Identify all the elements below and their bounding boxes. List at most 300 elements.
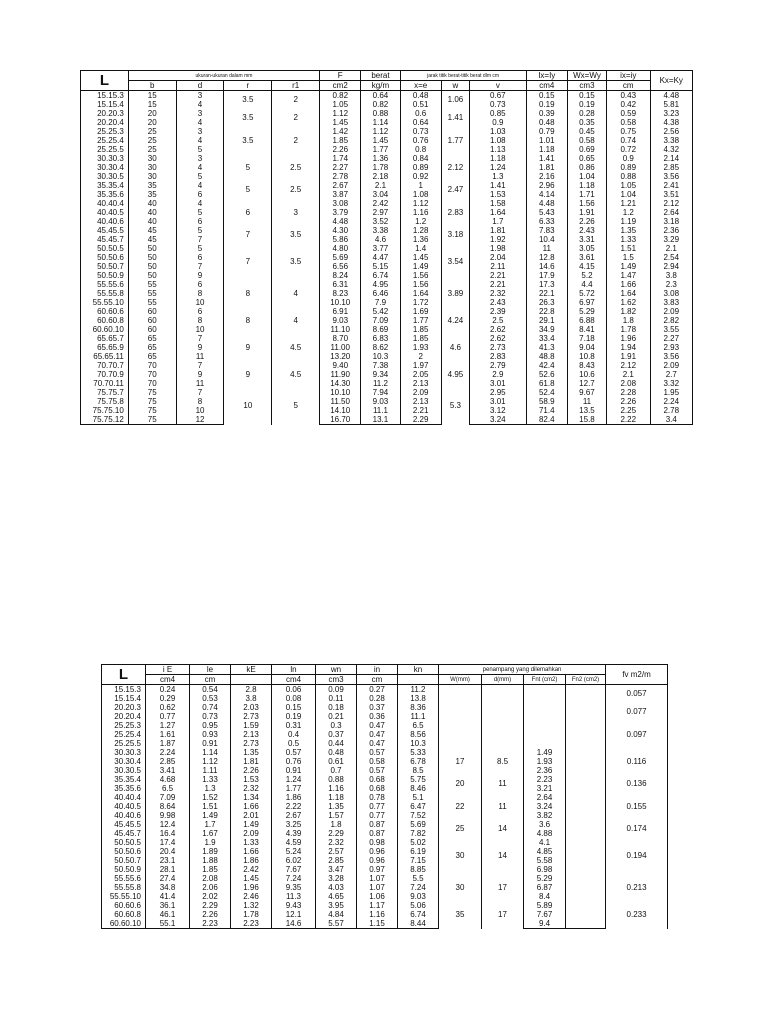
x-cell: 1.2 <box>400 217 441 226</box>
ln-cell: 9.35 <box>272 883 316 892</box>
le-cell: 2.06 <box>190 883 231 892</box>
b-cell: 50 <box>128 271 176 280</box>
table-row <box>81 334 693 343</box>
header-Ix-unit: cm4 <box>526 81 567 91</box>
table-row <box>81 199 693 208</box>
table-row <box>102 865 668 874</box>
x-cell: 1.77 <box>400 316 441 325</box>
x-cell: 2.09 <box>400 388 441 397</box>
fv-cell: 0.213 <box>606 874 668 901</box>
table-row <box>81 109 693 118</box>
le-cell: 2.29 <box>190 901 231 910</box>
ln-cell: 6.02 <box>272 856 316 865</box>
b-cell: 55 <box>128 280 176 289</box>
table-row <box>81 271 693 280</box>
le-cell: 1.52 <box>190 793 231 802</box>
kx-cell: 2.64 <box>650 208 693 217</box>
wn-cell: 4.84 <box>316 910 357 919</box>
wn-cell: 0.3 <box>316 721 357 730</box>
in-cell: 0.68 <box>357 775 398 784</box>
Fnt-cell: 3.21 <box>524 784 566 793</box>
ix-cell: 2.26 <box>607 397 650 406</box>
Ix-cell: 34.9 <box>526 325 567 334</box>
kn-cell: 5.75 <box>398 775 439 784</box>
le-cell: 1.49 <box>190 811 231 820</box>
table-row <box>81 307 693 316</box>
d-cell: 11 <box>176 352 224 361</box>
Ix-cell: 1.81 <box>526 163 567 172</box>
table-row <box>81 145 693 154</box>
ix-cell: 2.12 <box>607 361 650 370</box>
le-cell: 1.33 <box>190 775 231 784</box>
d-cell: 14 <box>482 820 524 838</box>
in-cell: 0.57 <box>357 766 398 775</box>
le-cell: 1.88 <box>190 856 231 865</box>
ix-cell: 0.74 <box>607 136 650 145</box>
v-cell: 2.04 <box>470 253 527 262</box>
Fnt-cell: 3.6 <box>524 820 566 829</box>
iE-cell: 41.4 <box>146 892 190 901</box>
r-cell: 9 <box>224 361 272 388</box>
b-cell: 25 <box>128 127 176 136</box>
header-b: b <box>128 81 176 91</box>
wn-cell: 1.35 <box>316 802 357 811</box>
kE-cell: 2.73 <box>231 739 272 748</box>
Wx-cell: 0.45 <box>567 127 606 136</box>
le-cell: 2.23 <box>190 919 231 929</box>
Wx-cell: 0.86 <box>567 163 606 172</box>
berat-cell: 6.83 <box>361 334 400 343</box>
d-cell: 12 <box>176 415 224 425</box>
ln-cell: 2.67 <box>272 811 316 820</box>
header-d: d(mm) <box>482 675 524 685</box>
Fnt-cell <box>524 712 566 721</box>
Fn2-cell <box>566 703 606 712</box>
iE-cell: 0.77 <box>146 712 190 721</box>
v-cell: 1.18 <box>470 154 527 163</box>
iE-cell: 0.29 <box>146 694 190 703</box>
header-W: W(mm) <box>439 675 482 685</box>
profile-cell: 50.50.5 <box>81 244 129 253</box>
kE-cell: 1.53 <box>231 775 272 784</box>
F-cell: 2.27 <box>320 163 361 172</box>
fv-cell: 0.077 <box>606 703 668 721</box>
v-cell: 1.3 <box>470 172 527 181</box>
Ix-cell: 48.8 <box>526 352 567 361</box>
profile-cell: 25.25.5 <box>102 739 146 748</box>
b-cell: 55 <box>128 289 176 298</box>
Wx-cell: 3.61 <box>567 253 606 262</box>
x-cell: 2.05 <box>400 370 441 379</box>
profile-cell: 35.35.6 <box>81 190 129 199</box>
x-cell: 1.56 <box>400 280 441 289</box>
header-ln-unit: cm4 <box>272 675 316 685</box>
F-cell: 2.78 <box>320 172 361 181</box>
profile-cell: 45.45.7 <box>102 829 146 838</box>
w-cell: 2.47 <box>441 181 469 199</box>
ix-cell: 0.59 <box>607 109 650 118</box>
w-cell: 3.18 <box>441 226 469 244</box>
v-cell: 2.83 <box>470 352 527 361</box>
kE-cell: 2.46 <box>231 892 272 901</box>
v-cell: 1.81 <box>470 226 527 235</box>
table-row <box>81 226 693 235</box>
header-in: in <box>357 665 398 675</box>
d-cell: 10 <box>176 298 224 307</box>
Wx-cell: 10.6 <box>567 370 606 379</box>
iE-cell: 0.62 <box>146 703 190 712</box>
b-cell: 65 <box>128 352 176 361</box>
v-cell: 3.24 <box>470 415 527 425</box>
x-cell: 1.08 <box>400 190 441 199</box>
wn-cell: 1.16 <box>316 784 357 793</box>
w-cell: 5.3 <box>441 388 469 425</box>
Ix-cell: 22.1 <box>526 289 567 298</box>
W-cell: 20 <box>439 775 482 793</box>
d-cell: 4 <box>176 100 224 109</box>
Ix-cell: 41.3 <box>526 343 567 352</box>
Fn2-cell <box>566 712 606 721</box>
Fn2-cell <box>566 739 606 748</box>
le-cell: 0.91 <box>190 739 231 748</box>
F-cell: 2.26 <box>320 145 361 154</box>
b-cell: 50 <box>128 253 176 262</box>
in-cell: 0.57 <box>357 748 398 757</box>
Fnt-cell <box>524 721 566 730</box>
F-cell: 11.00 <box>320 343 361 352</box>
kx-cell: 3.51 <box>650 190 693 199</box>
berat-cell: 0.82 <box>361 100 400 109</box>
x-cell: 1.49 <box>400 262 441 271</box>
Wx-cell: 8.41 <box>567 325 606 334</box>
kE-cell: 1.33 <box>231 838 272 847</box>
r-cell: 3.5 <box>224 91 272 110</box>
Fn2-cell <box>566 865 606 874</box>
kn-cell: 6.78 <box>398 757 439 766</box>
kE-cell: 1.49 <box>231 820 272 829</box>
Fn2-cell <box>566 847 606 856</box>
Fnt-cell <box>524 730 566 739</box>
ix-cell: 1.96 <box>607 334 650 343</box>
Wx-cell: 3.05 <box>567 244 606 253</box>
header-L: L <box>81 71 129 91</box>
table-row <box>102 784 668 793</box>
table-row <box>102 775 668 784</box>
wn-cell: 1.57 <box>316 811 357 820</box>
Fn2-cell <box>566 793 606 802</box>
w-cell: 3.89 <box>441 280 469 307</box>
ln-cell: 0.06 <box>272 685 316 695</box>
F-cell: 1.12 <box>320 109 361 118</box>
Wx-cell: 0.15 <box>567 91 606 101</box>
header-iE-unit: cm4 <box>146 675 190 685</box>
berat-cell: 1.14 <box>361 118 400 127</box>
header-in-unit: cm <box>357 675 398 685</box>
iE-cell: 55.1 <box>146 919 190 929</box>
Wx-cell: 0.58 <box>567 136 606 145</box>
fv-cell: 0.136 <box>606 775 668 793</box>
iE-cell: 46.1 <box>146 910 190 919</box>
Wx-cell: 10.8 <box>567 352 606 361</box>
ix-cell: 1.5 <box>607 253 650 262</box>
ix-cell: 0.89 <box>607 163 650 172</box>
wn-cell: 0.88 <box>316 775 357 784</box>
F-cell: 0.82 <box>320 91 361 101</box>
table-row <box>102 892 668 901</box>
berat-cell: 10.3 <box>361 352 400 361</box>
Ix-cell: 11 <box>526 244 567 253</box>
Fn2-cell <box>566 757 606 766</box>
F-cell: 16.70 <box>320 415 361 425</box>
ix-cell: 1.82 <box>607 307 650 316</box>
Fnt-cell: 5.58 <box>524 856 566 865</box>
profile-cell: 45.45.7 <box>81 235 129 244</box>
iE-cell: 20.4 <box>146 847 190 856</box>
table-row <box>102 847 668 856</box>
fv-cell: 0.233 <box>606 901 668 929</box>
profile-cell: 55.55.6 <box>81 280 129 289</box>
table-row <box>81 172 693 181</box>
kn-cell: 7.82 <box>398 829 439 838</box>
x-cell: 0.51 <box>400 100 441 109</box>
kE-cell: 1.66 <box>231 847 272 856</box>
table-row <box>102 838 668 847</box>
table-row <box>81 208 693 217</box>
profile-cell: 60.60.10 <box>81 325 129 334</box>
x-cell: 1.36 <box>400 235 441 244</box>
r-cell: 6 <box>224 199 272 226</box>
F-cell: 8.24 <box>320 271 361 280</box>
profile-cell: 35.35.4 <box>81 181 129 190</box>
d-cell: 7 <box>176 334 224 343</box>
in-cell: 0.78 <box>357 793 398 802</box>
Ix-cell: 58.9 <box>526 397 567 406</box>
r-cell: 7 <box>224 226 272 244</box>
profile-cell: 65.65.11 <box>81 352 129 361</box>
v-cell: 1.41 <box>470 181 527 190</box>
x-cell: 1.69 <box>400 307 441 316</box>
F-cell: 1.45 <box>320 118 361 127</box>
v-cell: 1.53 <box>470 190 527 199</box>
fv-cell: 0.057 <box>606 685 668 704</box>
berat-cell: 1.12 <box>361 127 400 136</box>
v-cell: 1.58 <box>470 199 527 208</box>
Wx-cell: 1.91 <box>567 208 606 217</box>
profile-cell: 30.30.3 <box>81 154 129 163</box>
b-cell: 40 <box>128 208 176 217</box>
profile-cell: 70.70.11 <box>81 379 129 388</box>
F-cell: 5.86 <box>320 235 361 244</box>
Fnt-cell: 9.4 <box>524 919 566 929</box>
kx-cell: 3.83 <box>650 298 693 307</box>
r-cell: 5 <box>224 154 272 181</box>
d-cell: 4 <box>176 199 224 208</box>
header-le: le <box>190 665 231 675</box>
iE-cell: 2.85 <box>146 757 190 766</box>
profile-cell: 20.20.4 <box>102 712 146 721</box>
header-r1: r1 <box>272 81 320 91</box>
Ix-cell: 0.48 <box>526 118 567 127</box>
v-cell: 1.13 <box>470 145 527 154</box>
table-row <box>81 415 693 425</box>
Wx-cell: 1.18 <box>567 181 606 190</box>
b-cell: 35 <box>128 190 176 199</box>
profile-cell: 35.35.4 <box>102 775 146 784</box>
ln-cell: 0.91 <box>272 766 316 775</box>
profile-cell: 55.55.10 <box>81 298 129 307</box>
Fnt-cell: 5.89 <box>524 901 566 910</box>
F-cell: 8.70 <box>320 334 361 343</box>
ix-cell: 2.28 <box>607 388 650 397</box>
kE-cell: 1.34 <box>231 793 272 802</box>
header-le-unit: cm <box>190 675 231 685</box>
W-cell: 30 <box>439 874 482 901</box>
ix-cell: 1.8 <box>607 316 650 325</box>
ix-cell: 1.35 <box>607 226 650 235</box>
table-row <box>102 730 668 739</box>
d-cell: 11 <box>482 775 524 793</box>
F-cell: 4.80 <box>320 244 361 253</box>
v-cell: 3.12 <box>470 406 527 415</box>
v-cell: 2.21 <box>470 271 527 280</box>
Fnt-cell: 1.49 <box>524 748 566 757</box>
le-cell: 1.51 <box>190 802 231 811</box>
in-cell: 0.68 <box>357 784 398 793</box>
table-row <box>81 154 693 163</box>
ix-cell: 1.05 <box>607 181 650 190</box>
Fn2-cell <box>566 721 606 730</box>
kE-cell: 1.86 <box>231 856 272 865</box>
Wx-cell: 6.97 <box>567 298 606 307</box>
wn-cell: 1.18 <box>316 793 357 802</box>
le-cell: 1.14 <box>190 748 231 757</box>
ln-cell: 9.43 <box>272 901 316 910</box>
kx-cell: 2.94 <box>650 262 693 271</box>
F-cell: 3.87 <box>320 190 361 199</box>
Ix-cell: 33.4 <box>526 334 567 343</box>
b-cell: 25 <box>128 145 176 154</box>
header-fv: fv m2/m <box>606 665 668 685</box>
kx-cell: 2.82 <box>650 316 693 325</box>
x-cell: 2 <box>400 352 441 361</box>
in-cell: 0.37 <box>357 703 398 712</box>
kE-cell: 2.01 <box>231 811 272 820</box>
header-ln: ln <box>272 665 316 675</box>
profile-dimensions-table <box>80 70 693 425</box>
Ix-cell: 26.3 <box>526 298 567 307</box>
d-cell: 4 <box>176 136 224 145</box>
berat-cell: 1.45 <box>361 136 400 145</box>
d-cell: 11 <box>482 793 524 820</box>
kx-cell: 2.78 <box>650 406 693 415</box>
F-cell: 11.50 <box>320 397 361 406</box>
Fnt-cell: 4.88 <box>524 829 566 838</box>
header-Fn2: Fn2 (cm2) <box>566 675 606 685</box>
in-cell: 0.97 <box>357 865 398 874</box>
profile-cell: 35.35.6 <box>102 784 146 793</box>
r1-cell: 2.5 <box>272 154 320 181</box>
berat-cell: 3.04 <box>361 190 400 199</box>
profile-cell: 30.30.5 <box>81 172 129 181</box>
ln-cell: 1.86 <box>272 793 316 802</box>
header-x: x=e <box>400 81 441 91</box>
d-cell: 5 <box>176 244 224 253</box>
r1-cell: 4 <box>272 307 320 334</box>
profile-cell: 30.30.4 <box>102 757 146 766</box>
F-cell: 1.85 <box>320 136 361 145</box>
ln-cell: 11.3 <box>272 892 316 901</box>
ix-cell: 0.72 <box>607 145 650 154</box>
profile-cell: 70.70.7 <box>81 361 129 370</box>
profile-cell: 15.15.3 <box>81 91 129 101</box>
profile-cell: 45.45.5 <box>102 820 146 829</box>
ln-cell: 0.76 <box>272 757 316 766</box>
x-cell: 1.85 <box>400 325 441 334</box>
r-cell: 3.5 <box>224 109 272 127</box>
berat-cell: 8.69 <box>361 325 400 334</box>
iE-cell: 28.1 <box>146 865 190 874</box>
Ix-cell: 1.41 <box>526 154 567 163</box>
in-cell: 0.87 <box>357 820 398 829</box>
Fnt-cell <box>524 703 566 712</box>
r-cell: 9 <box>224 334 272 361</box>
d-cell: 4 <box>176 163 224 172</box>
b-cell: 15 <box>128 91 176 101</box>
v-cell: 2.5 <box>470 316 527 325</box>
wn-cell: 0.44 <box>316 739 357 748</box>
b-cell: 55 <box>128 298 176 307</box>
b-cell: 20 <box>128 109 176 118</box>
F-cell: 10.10 <box>320 298 361 307</box>
berat-cell: 7.38 <box>361 361 400 370</box>
in-cell: 0.36 <box>357 712 398 721</box>
kx-cell: 4.32 <box>650 145 693 154</box>
berat-cell: 11.1 <box>361 406 400 415</box>
v-cell: 1.64 <box>470 208 527 217</box>
Wx-cell: 1.56 <box>567 199 606 208</box>
header-centroid-group: jarak titik berat-titik berat dlm cm <box>400 71 526 81</box>
Fn2-cell <box>566 829 606 838</box>
F-cell: 11.90 <box>320 370 361 379</box>
table-row <box>102 748 668 757</box>
Wx-cell: 0.65 <box>567 154 606 163</box>
header-kE: kE <box>231 665 272 675</box>
profile-cell: 50.50.6 <box>102 847 146 856</box>
b-cell: 30 <box>128 163 176 172</box>
table-row <box>81 136 693 145</box>
kx-cell: 2.54 <box>650 253 693 262</box>
wn-cell: 2.57 <box>316 847 357 856</box>
profile-cell: 15.15.3 <box>102 685 146 695</box>
profile-cell: 25.25.3 <box>81 127 129 136</box>
r1-cell: 2 <box>272 91 320 110</box>
ln-cell: 2.22 <box>272 802 316 811</box>
header-iE: i E <box>146 665 190 675</box>
header-Wx-unit: cm3 <box>567 81 606 91</box>
table-row <box>102 802 668 811</box>
w-cell: 1.77 <box>441 127 469 154</box>
berat-cell: 7.09 <box>361 316 400 325</box>
ix-cell: 1.62 <box>607 298 650 307</box>
w-cell: 4.6 <box>441 334 469 361</box>
fv-cell: 0.155 <box>606 793 668 820</box>
v-cell: 1.24 <box>470 163 527 172</box>
kx-cell: 2.41 <box>650 181 693 190</box>
x-cell: 0.48 <box>400 91 441 101</box>
profile-cell: 55.55.8 <box>81 289 129 298</box>
wn-cell: 4.03 <box>316 883 357 892</box>
r1-cell: 4.5 <box>272 361 320 388</box>
